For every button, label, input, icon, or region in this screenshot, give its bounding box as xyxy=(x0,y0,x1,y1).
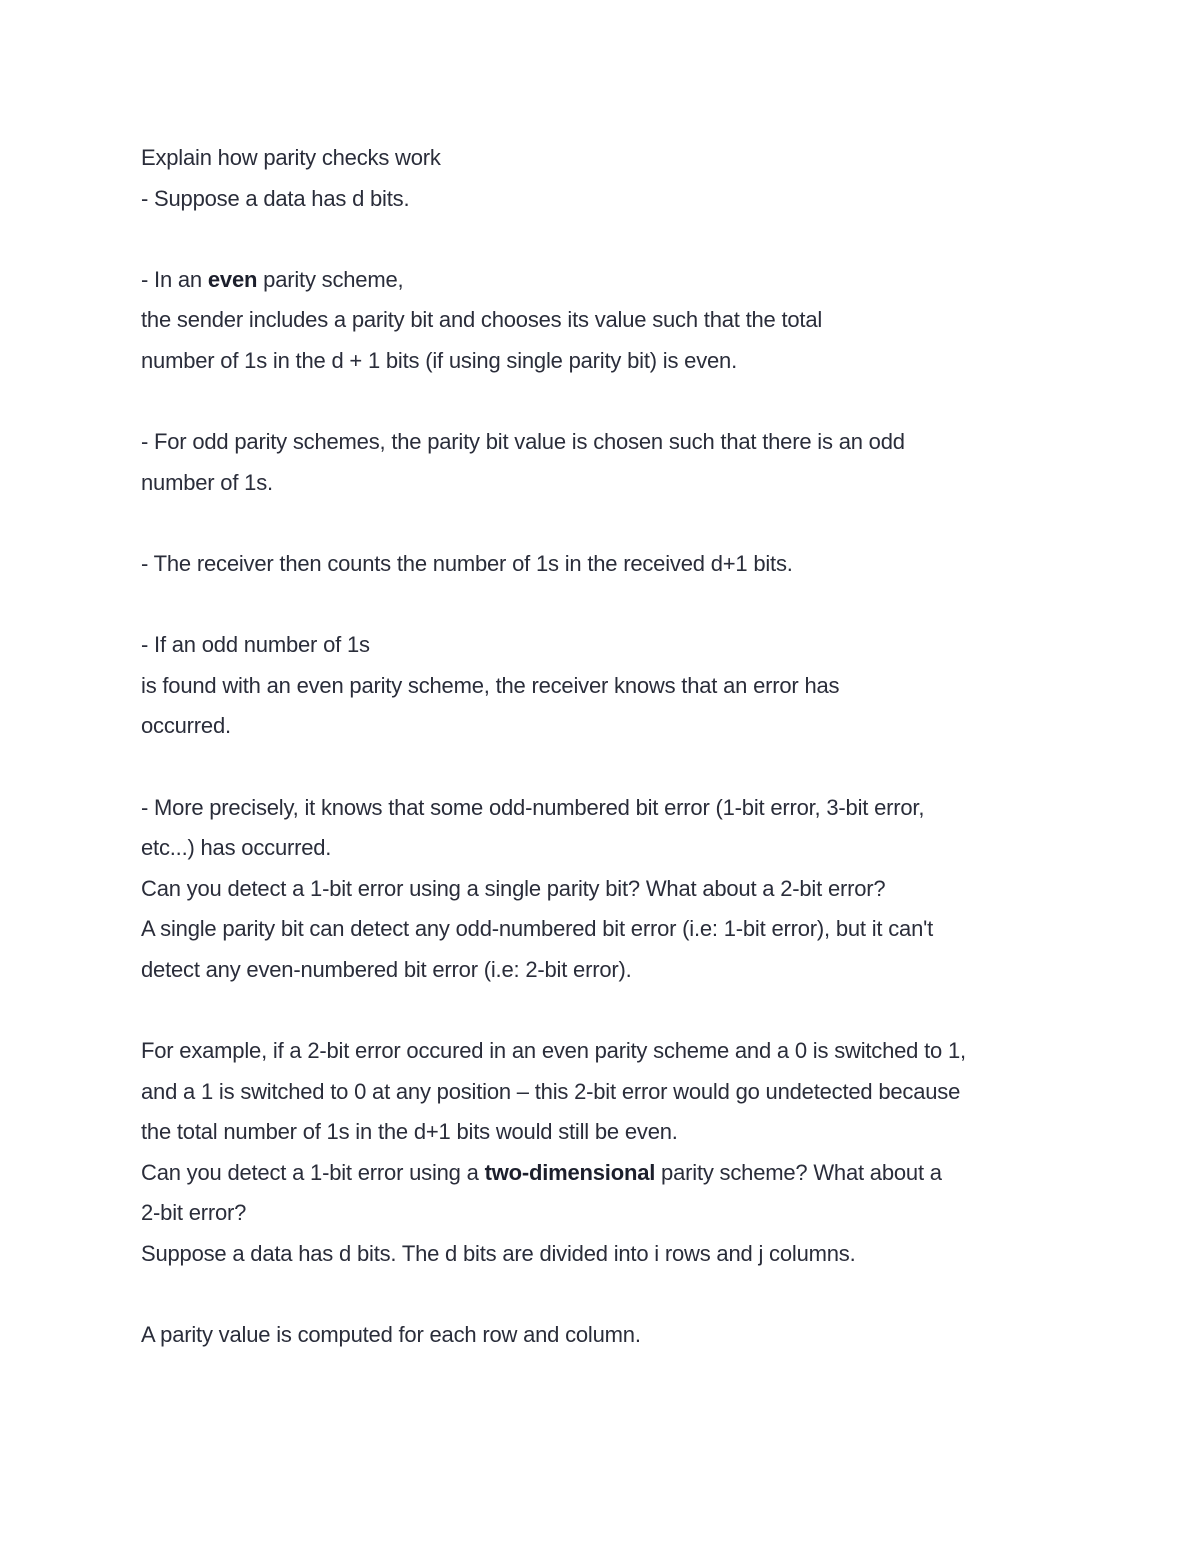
document-body xyxy=(141,138,1081,1356)
document-title: Explain how parity checks work xyxy=(141,145,441,170)
even-bold-text: even xyxy=(207,266,258,292)
answer-single-parity-line-1: A single parity bit can detect any odd-numbered bit error (i.e: 1-bit error), but it can't xyxy=(141,916,934,942)
paragraph-precise-line-1: - More precisely, it knows that some odd-numbered bit error (1-bit error, 3-bit error, xyxy=(141,794,925,820)
question-two-dimensional-line-2: 2-bit error? xyxy=(141,1200,247,1226)
blank-line xyxy=(141,503,1081,544)
example-line-3: the total number of 1s in the d+1 bits would still be even. xyxy=(141,1119,678,1145)
example-line-1: For example, if a 2-bit error occured in an even parity scheme and a 0 is switched to 1, xyxy=(141,1038,966,1064)
q2-prefix-text: Can you detect a 1-bit error using a xyxy=(141,1159,485,1185)
paragraph-even-line-3: number of 1s in the d + 1 bits (if using single parity bit) is even. xyxy=(141,347,737,373)
answer-single-parity-line-2: detect any even-numbered bit error (i.e: 2-bit error). xyxy=(141,956,632,982)
q2-bold-text: two-dimensional xyxy=(484,1159,656,1185)
blank-line xyxy=(141,382,1081,423)
paragraph-precise-line-2: etc...) has occurred. xyxy=(141,835,332,861)
blank-line xyxy=(141,1275,1081,1316)
paragraph-odd-line-1: - For odd parity schemes, the parity bit value is chosen such that there is an odd xyxy=(141,429,905,455)
paragraph-if-odd-line-2: is found with an even parity scheme, the receiver knows that an error has xyxy=(141,672,840,698)
question-two-dimensional xyxy=(141,1153,1081,1194)
example-line-2: and a 1 is switched to 0 at any position – this 2-bit error would go undetected because xyxy=(141,1078,961,1104)
blank-line xyxy=(141,219,1081,260)
paragraph-if-odd-line-1: - If an odd number of 1s xyxy=(141,632,370,658)
q2-suffix-text: parity scheme? What about a xyxy=(655,1159,942,1185)
even-suffix-text: parity scheme, xyxy=(257,266,404,292)
question-single-parity: Can you detect a 1-bit error using a single parity bit? What about a 2-bit error? xyxy=(141,875,886,901)
two-dimensional-parity-value: A parity value is computed for each row and column. xyxy=(141,1322,641,1348)
paragraph-receiver: - The receiver then counts the number of 1s in the received d+1 bits. xyxy=(141,550,793,576)
blank-line xyxy=(141,747,1081,788)
paragraph-suppose: - Suppose a data has d bits. xyxy=(141,185,410,211)
paragraph-even-line-2: the sender includes a parity bit and chooses its value such that the total xyxy=(141,307,823,333)
paragraph-if-odd-line-3: occurred. xyxy=(141,713,231,739)
blank-line xyxy=(141,990,1081,1031)
paragraph-odd-line-2: number of 1s. xyxy=(141,469,273,495)
paragraph-even-line-1 xyxy=(141,260,1081,301)
blank-line xyxy=(141,585,1081,626)
two-dimensional-rows-columns: Suppose a data has d bits. The d bits are divided into i rows and j columns. xyxy=(141,1241,856,1267)
even-prefix-text: - In an xyxy=(141,266,208,292)
